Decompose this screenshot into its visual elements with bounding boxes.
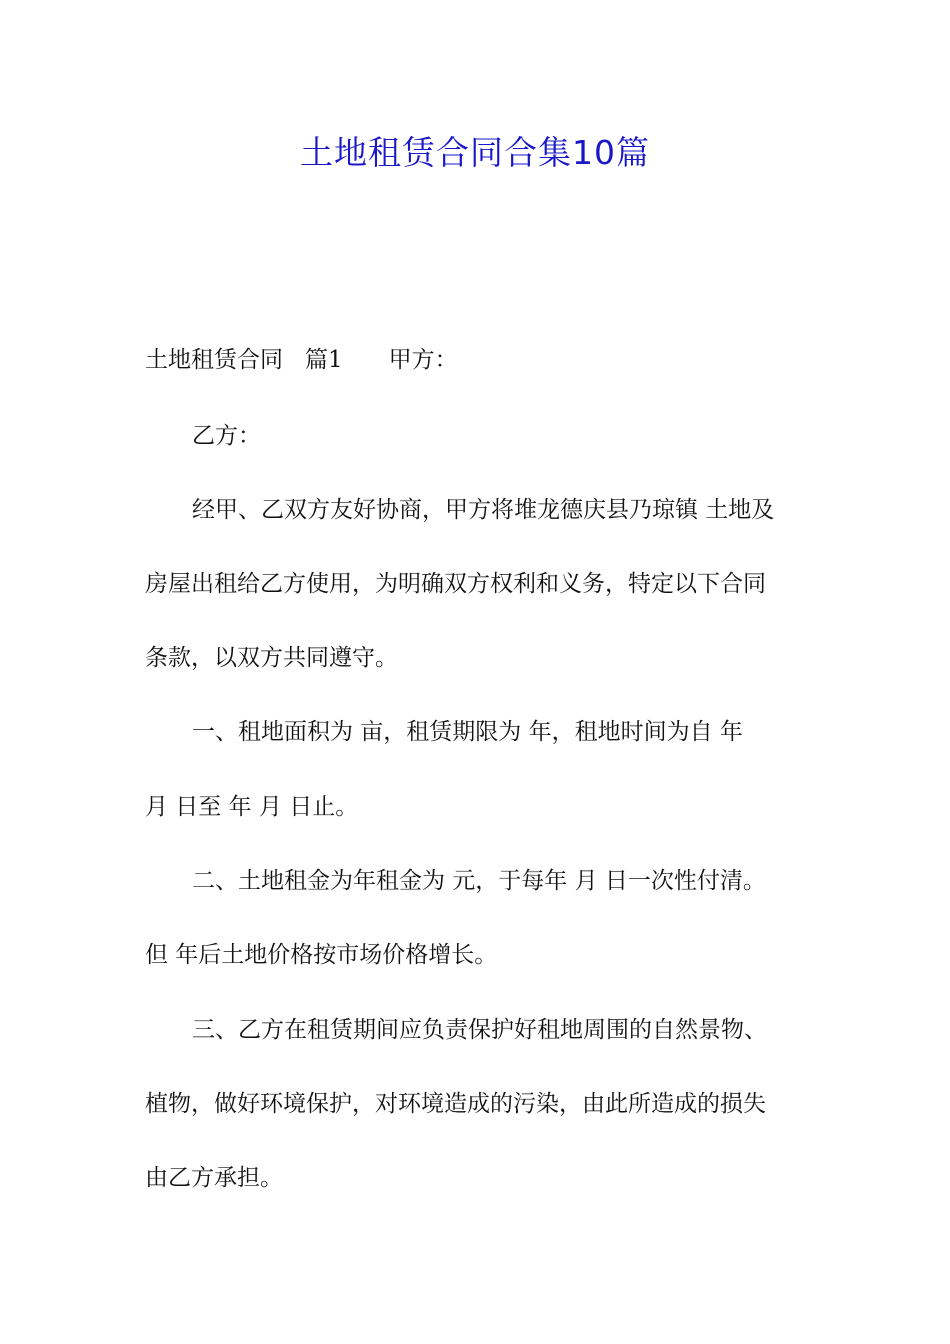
- clause-1-line: 月 日至 年 月 日止。: [145, 794, 359, 820]
- clause-3-line: 由乙方承担。: [145, 1165, 283, 1191]
- section-heading: 土地租赁合同: [145, 347, 283, 373]
- party-b-label: 乙方：: [192, 423, 261, 449]
- party-a-label: 甲方：: [388, 347, 458, 373]
- document-title: 土地租赁合同合集10篇: [300, 133, 650, 172]
- paragraph-line: 经甲、乙双方友好协商，甲方将堆龙德庆县乃琼镇 土地及: [192, 497, 775, 523]
- section-number: 篇1: [305, 347, 343, 373]
- paragraph-line: 条款，以双方共同遵守。: [145, 645, 398, 671]
- section-heading-line: [145, 342, 815, 378]
- clause-2-line: 但 年后土地价格按市场价格增长。: [145, 942, 498, 968]
- clause-1-line: 一、租地面积为 亩，租赁期限为 年，租地时间为自 年: [192, 719, 743, 745]
- clause-3-line: 植物，做好环境保护，对环境造成的污染，由此所造成的损失: [145, 1091, 766, 1117]
- clause-3-line: 三、乙方在租赁期间应负责保护好租地周围的自然景物、: [192, 1017, 767, 1043]
- clause-2-line: 二、土地租金为年租金为 元，于每年 月 日一次性付清。: [192, 868, 766, 894]
- paragraph-line: 房屋出租给乙方使用，为明确双方权利和义务，特定以下合同: [145, 571, 766, 597]
